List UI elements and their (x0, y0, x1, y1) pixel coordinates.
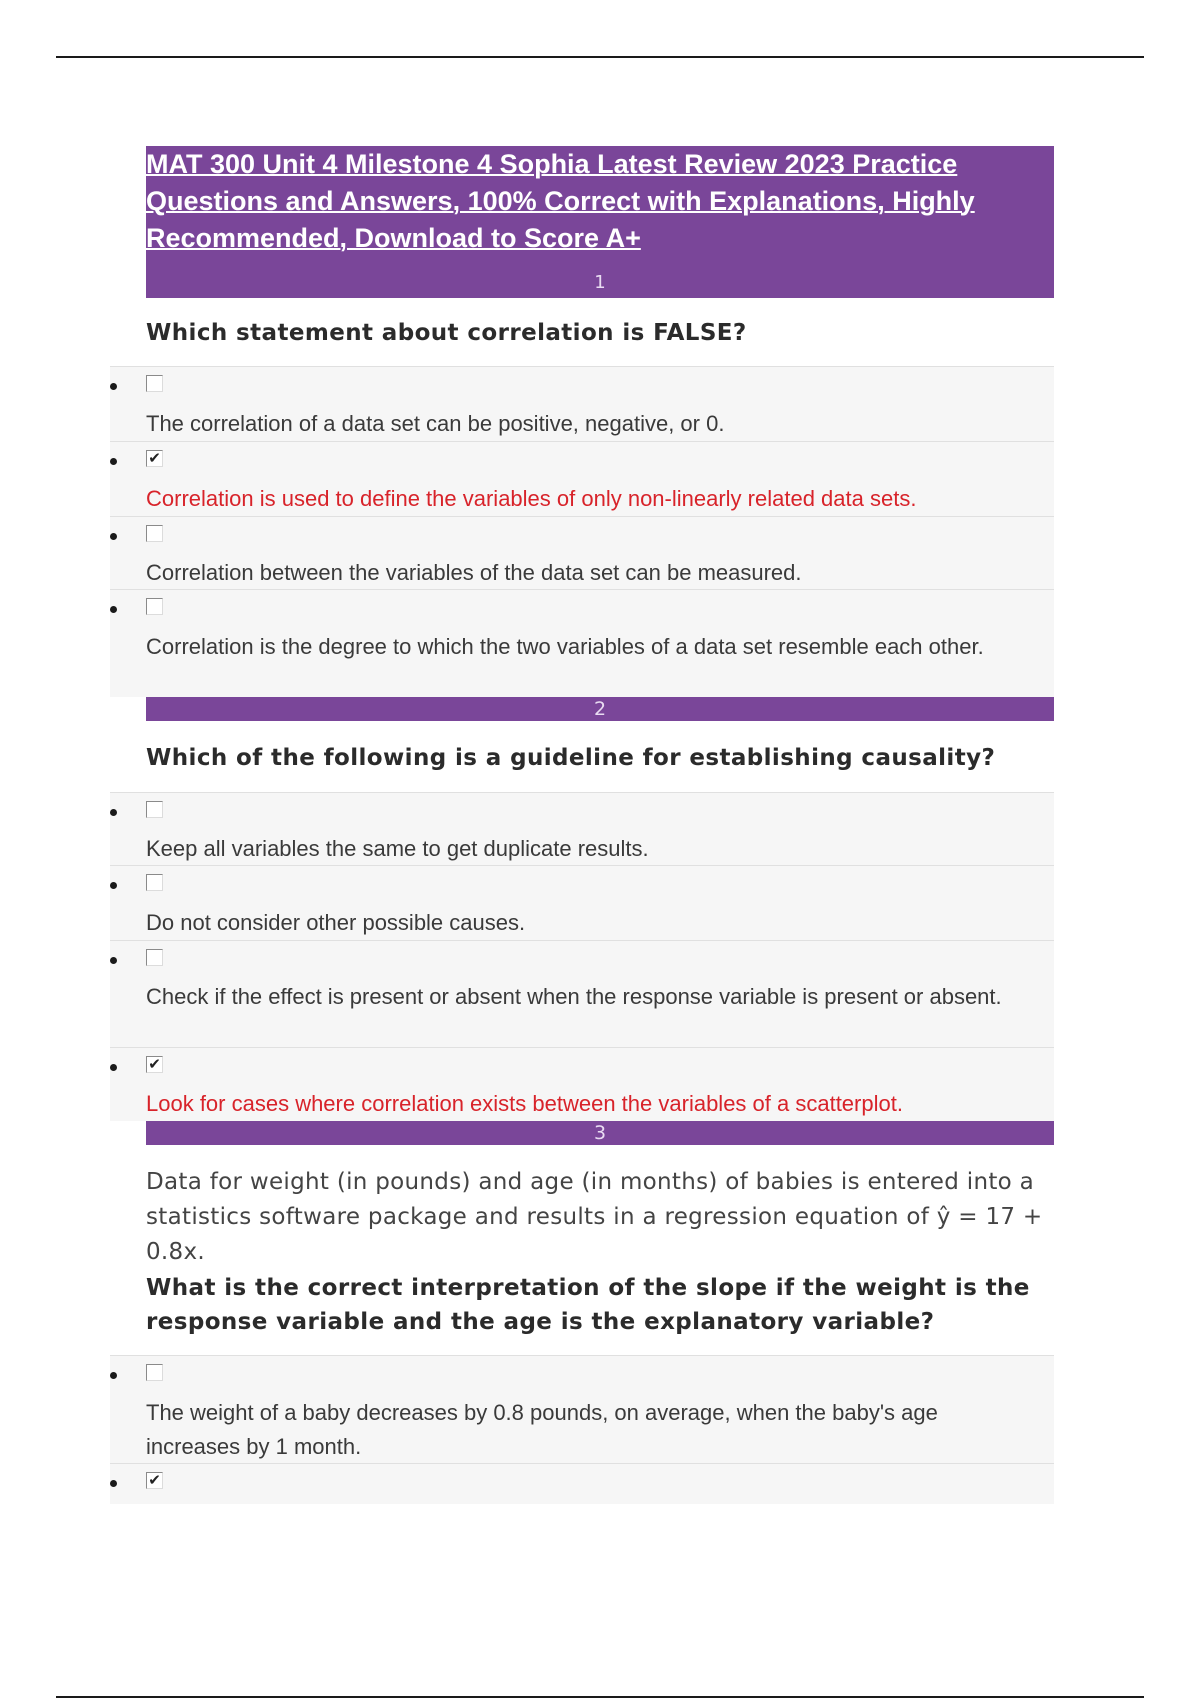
question-context: Data for weight (in pounds) and age (in months) of babies is entered into a statistics software package and results in a regression equation of ŷ = 17 + 0.8x. (146, 1169, 1043, 1265)
document-title-banner (146, 146, 1054, 298)
answer-option[interactable] (110, 792, 1054, 865)
answer-option[interactable] (110, 1463, 1054, 1504)
checkbox[interactable] (146, 375, 163, 392)
question-number-bar: 2 (146, 697, 1054, 721)
checkbox[interactable] (146, 949, 163, 966)
checkbox-checked[interactable]: ✔ (146, 1472, 163, 1489)
title-line: Questions and Answers, 100% Correct with Explanations, Highly (146, 186, 975, 216)
bullet-icon (110, 533, 117, 540)
header-rule (56, 56, 1144, 58)
question-prompt: What is the correct interpretation of the slope if the weight is the response variable and the age is the explanatory variable? (146, 1275, 1030, 1335)
title-line: MAT 300 Unit 4 Milestone 4 Sophia Latest Review 2023 Practice (146, 149, 958, 179)
option-text-selected: Look for cases where correlation exists between the variables of a scatterplot. (146, 1091, 903, 1116)
answer-option[interactable] (110, 589, 1054, 697)
bullet-icon (110, 957, 117, 964)
bullet-icon (110, 606, 117, 613)
option-text: Correlation is the degree to which the two variables of a data set resemble each other. (146, 634, 984, 659)
question-number: 1 (594, 272, 606, 293)
question-prompt: Which of the following is a guideline for establishing causality? (146, 745, 996, 771)
bullet-icon (110, 1480, 117, 1487)
answer-option[interactable] (110, 1047, 1054, 1121)
checkbox[interactable] (146, 874, 163, 891)
bullet-icon (110, 383, 117, 390)
option-text-selected: Correlation is used to define the variables of only non-linearly related data sets. (146, 486, 917, 511)
checkbox[interactable] (146, 598, 163, 615)
question-prompt: Which statement about correlation is FALSE? (146, 320, 747, 346)
footer-rule (56, 1696, 1144, 1698)
bullet-icon (110, 458, 117, 465)
answer-option[interactable] (110, 441, 1054, 516)
option-text: The correlation of a data set can be positive, negative, or 0. (146, 411, 725, 436)
bullet-icon (110, 1372, 117, 1379)
answer-option[interactable] (110, 366, 1054, 441)
option-text: Correlation between the variables of the data set can be measured. (146, 560, 802, 585)
checkbox[interactable] (146, 801, 163, 818)
option-text: Keep all variables the same to get duplicate results. (146, 836, 649, 861)
checkbox[interactable] (146, 525, 163, 542)
checkbox-checked[interactable]: ✔ (146, 1056, 163, 1073)
answer-option[interactable] (110, 1355, 1054, 1463)
document-title[interactable] (146, 146, 1026, 257)
bullet-icon (110, 809, 117, 816)
answer-option[interactable] (110, 865, 1054, 940)
option-text: The weight of a baby decreases by 0.8 pounds, on average, when the baby's age increases by 1 month. (146, 1400, 938, 1459)
bullet-icon (110, 882, 117, 889)
bullet-icon (110, 1064, 117, 1071)
answer-option[interactable] (110, 516, 1054, 589)
option-text: Check if the effect is present or absent when the response variable is present or absent. (146, 984, 1002, 1009)
option-text: Do not consider other possible causes. (146, 910, 526, 935)
checkbox-checked[interactable]: ✔ (146, 450, 163, 467)
checkbox[interactable] (146, 1364, 163, 1381)
answer-option[interactable] (110, 940, 1054, 1047)
question-number-bar: 3 (146, 1121, 1054, 1145)
title-line: Recommended, Download to Score A+ (146, 223, 641, 253)
